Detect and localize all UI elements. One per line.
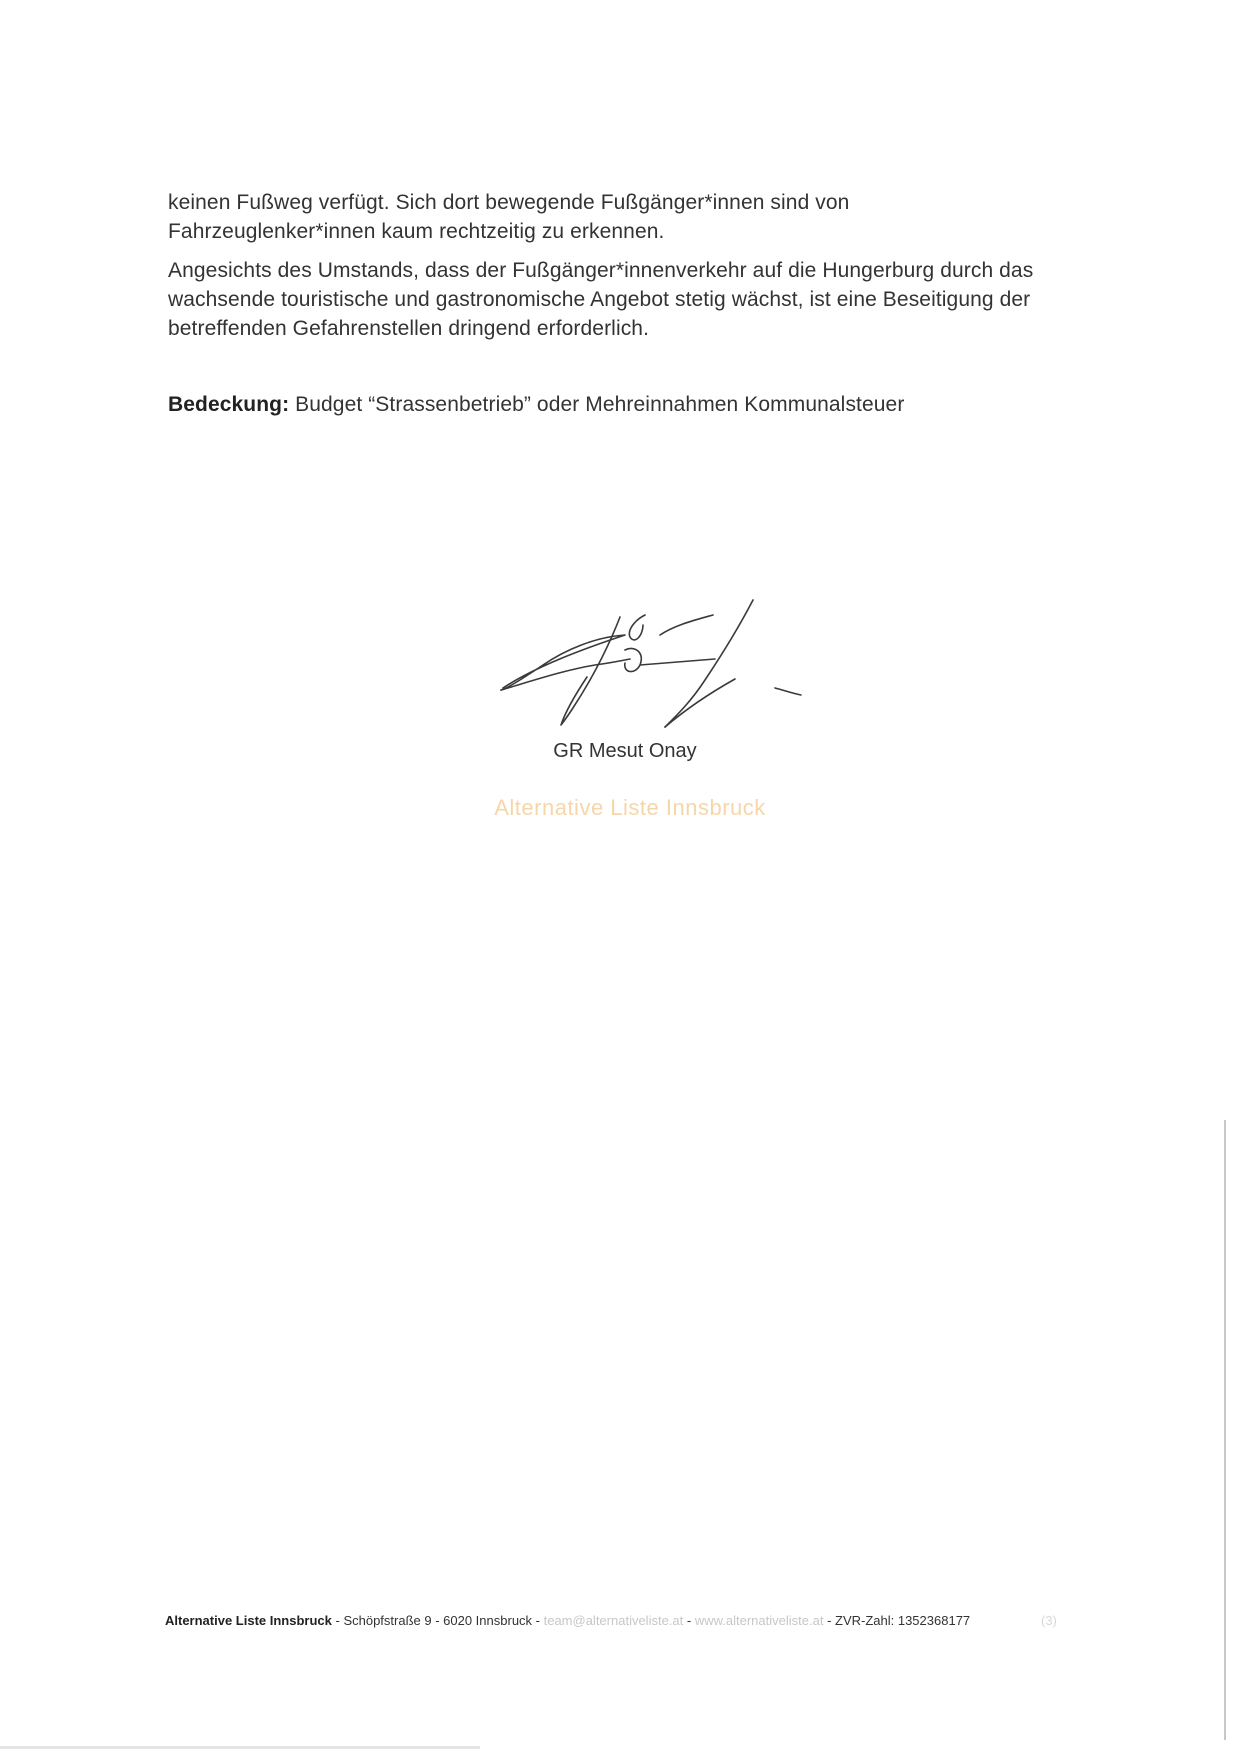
body-paragraph-2 xyxy=(168,256,1048,343)
paragraph-text: Angesichts des Umstands, dass der Fußgänger*innenverkehr auf die Hungerburg durch das wachsende touristische und gastronomische Angebot stetig wächst, ist eine Beseitigung der betreffenden Gefahrenstellen dringend erforderlich. xyxy=(168,259,1034,340)
footer xyxy=(165,1613,1065,1628)
footer-website-link[interactable]: www.alternativeliste.at xyxy=(694,1613,824,1628)
footer-zvr: - ZVR-Zahl: 1352368177 xyxy=(823,1613,971,1628)
footer-address: - Schöpfstraße 9 - 6020 Innsbruck - xyxy=(331,1613,544,1628)
footer-email-link[interactable]: team@alternativeliste.at xyxy=(543,1613,684,1628)
footer-org: Alternative Liste Innsbruck xyxy=(165,1613,332,1628)
footer-separator: - xyxy=(683,1613,695,1628)
coverage-text: Budget “Strassenbetrieb” oder Mehreinnahmen Kommunalsteuer xyxy=(289,393,905,416)
paragraph-text: keinen Fußweg verfügt. Sich dort bewegende Fußgänger*innen sind von Fahrzeuglenker*innen kaum rechtzeitig zu erkennen. xyxy=(168,191,850,243)
coverage-line xyxy=(168,390,1048,419)
signer-name: GR Mesut Onay xyxy=(553,740,697,762)
body-paragraph-1 xyxy=(168,188,1048,246)
handwritten-signature xyxy=(495,595,855,735)
coverage-label: Bedeckung: xyxy=(168,393,290,416)
scan-edge-right xyxy=(1224,1120,1226,1740)
page-number: (3) xyxy=(1041,1613,1057,1628)
scan-edge-bottom xyxy=(0,1746,480,1749)
party-stamp: Alternative Liste Innsbruck xyxy=(494,795,766,820)
